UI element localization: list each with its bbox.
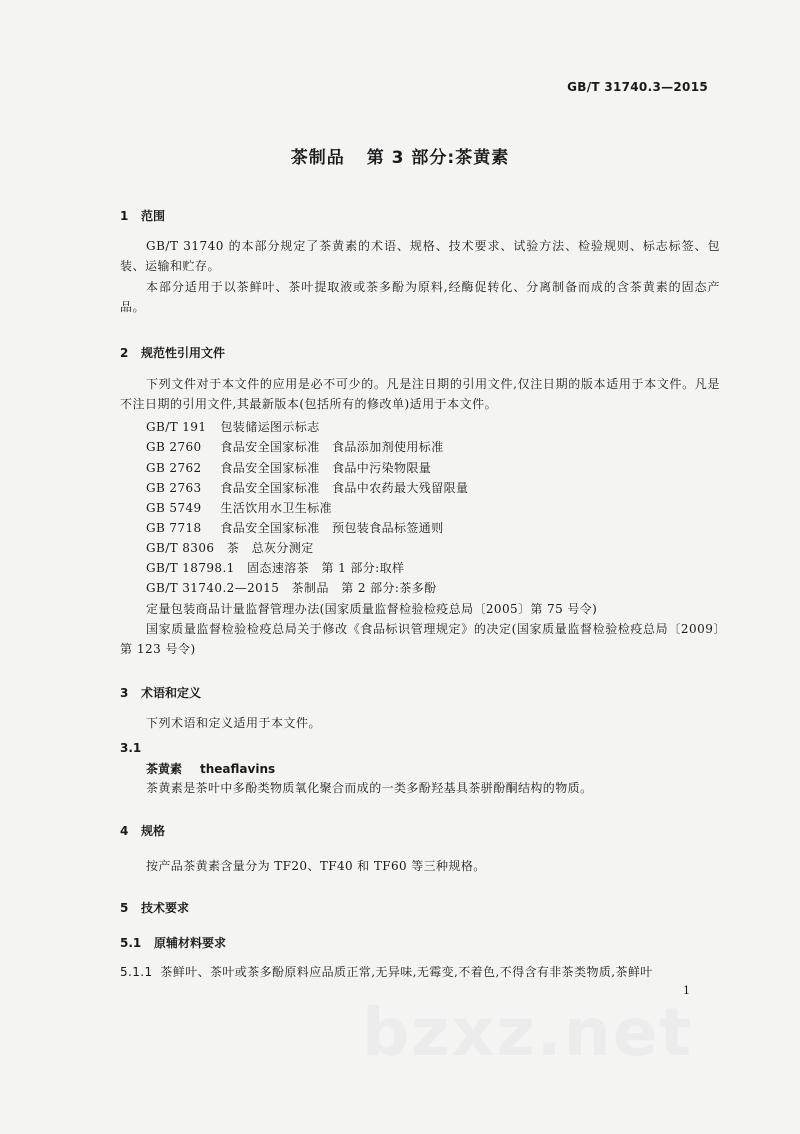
term-entry — [146, 760, 275, 777]
section-heading-terms: 3 术语和定义 — [120, 686, 202, 700]
ref-regulation-2: 国家质量监督检验检疫总局关于修改《食品标识管理规定》的决定(国家质量监督检验检疫总局〔2009〕第 123 号令) — [120, 622, 720, 656]
ref-item: GB 2763 食品安全国家标准 食品中农药最大残留限量 — [146, 481, 469, 495]
ref-item: GB 7718 食品安全国家标准 预包装食品标签通则 — [146, 521, 444, 535]
terms-intro: 下列术语和定义适用于本文件。 — [146, 716, 322, 730]
term-en: theaflavins — [200, 762, 276, 776]
scope-paragraph-1: GB/T 31740 的本部分规定了茶黄素的术语、规格、技术要求、试验方法、检验规则、标志标签、包装、运输和贮存。 — [120, 239, 720, 273]
watermark: bzxz.net — [362, 994, 694, 1071]
ref-item: GB/T 8306 茶 总灰分测定 — [146, 541, 314, 555]
ref-regulation-1: 定量包装商品计量监督管理办法(国家质量监督检验检疫总局〔2005〕第 75 号令) — [146, 602, 598, 616]
ref-item: GB 5749 生活饮用水卫生标准 — [146, 501, 333, 515]
ref-item: GB/T 191 包装储运图示标志 — [146, 420, 320, 434]
clause-5-1-1: 5.1.1 茶鲜叶、茶叶或茶多酚原料应品质正常,无异味,无霉变,不着色,不得含有非茶类物质,茶鲜叶 — [120, 965, 653, 979]
section-heading-normative: 2 规范性引用文件 — [120, 346, 226, 360]
standard-number: GB/T 31740.3—2015 — [567, 80, 708, 94]
subsection-heading: 5.1 原辅材料要求 — [120, 936, 227, 950]
term-number: 3.1 — [120, 741, 142, 755]
spec-paragraph: 按产品茶黄素含量分为 TF20、TF40 和 TF60 等三种规格。 — [146, 859, 486, 873]
ref-item: GB 2760 食品安全国家标准 食品添加剂使用标准 — [146, 440, 444, 454]
title-part2: 第 3 部分:茶黄素 — [366, 148, 510, 168]
section-heading-spec: 4 规格 — [120, 824, 166, 838]
term-cn: 茶黄素 — [146, 762, 183, 776]
document-title — [0, 143, 800, 168]
ref-item: GB/T 18798.1 固态速溶茶 第 1 部分:取样 — [146, 561, 405, 575]
ref-item: GB/T 31740.2—2015 茶制品 第 2 部分:茶多酚 — [146, 581, 437, 595]
term-definition: 茶黄素是茶叶中多酚类物质氧化聚合而成的一类多酚羟基具茶骈酚酮结构的物质。 — [146, 781, 593, 795]
normative-intro: 下列文件对于本文件的应用是必不可少的。凡是注日期的引用文件,仅注日期的版本适用于本文件。凡是不注日期的引用文件,其最新版本(包括所有的修改单)适用于本文件。 — [120, 377, 720, 411]
scope-paragraph-2: 本部分适用于以茶鲜叶、茶叶提取液或茶多酚为原料,经酶促转化、分离制备而成的含茶黄素的固态产品。 — [120, 280, 720, 314]
section-heading-scope: 1 范围 — [120, 209, 166, 223]
title-part1: 茶制品 — [290, 148, 345, 168]
page-number: 1 — [683, 984, 690, 997]
ref-item: GB 2762 食品安全国家标准 食品中污染物限量 — [146, 461, 432, 475]
section-heading-tech: 5 技术要求 — [120, 901, 190, 915]
